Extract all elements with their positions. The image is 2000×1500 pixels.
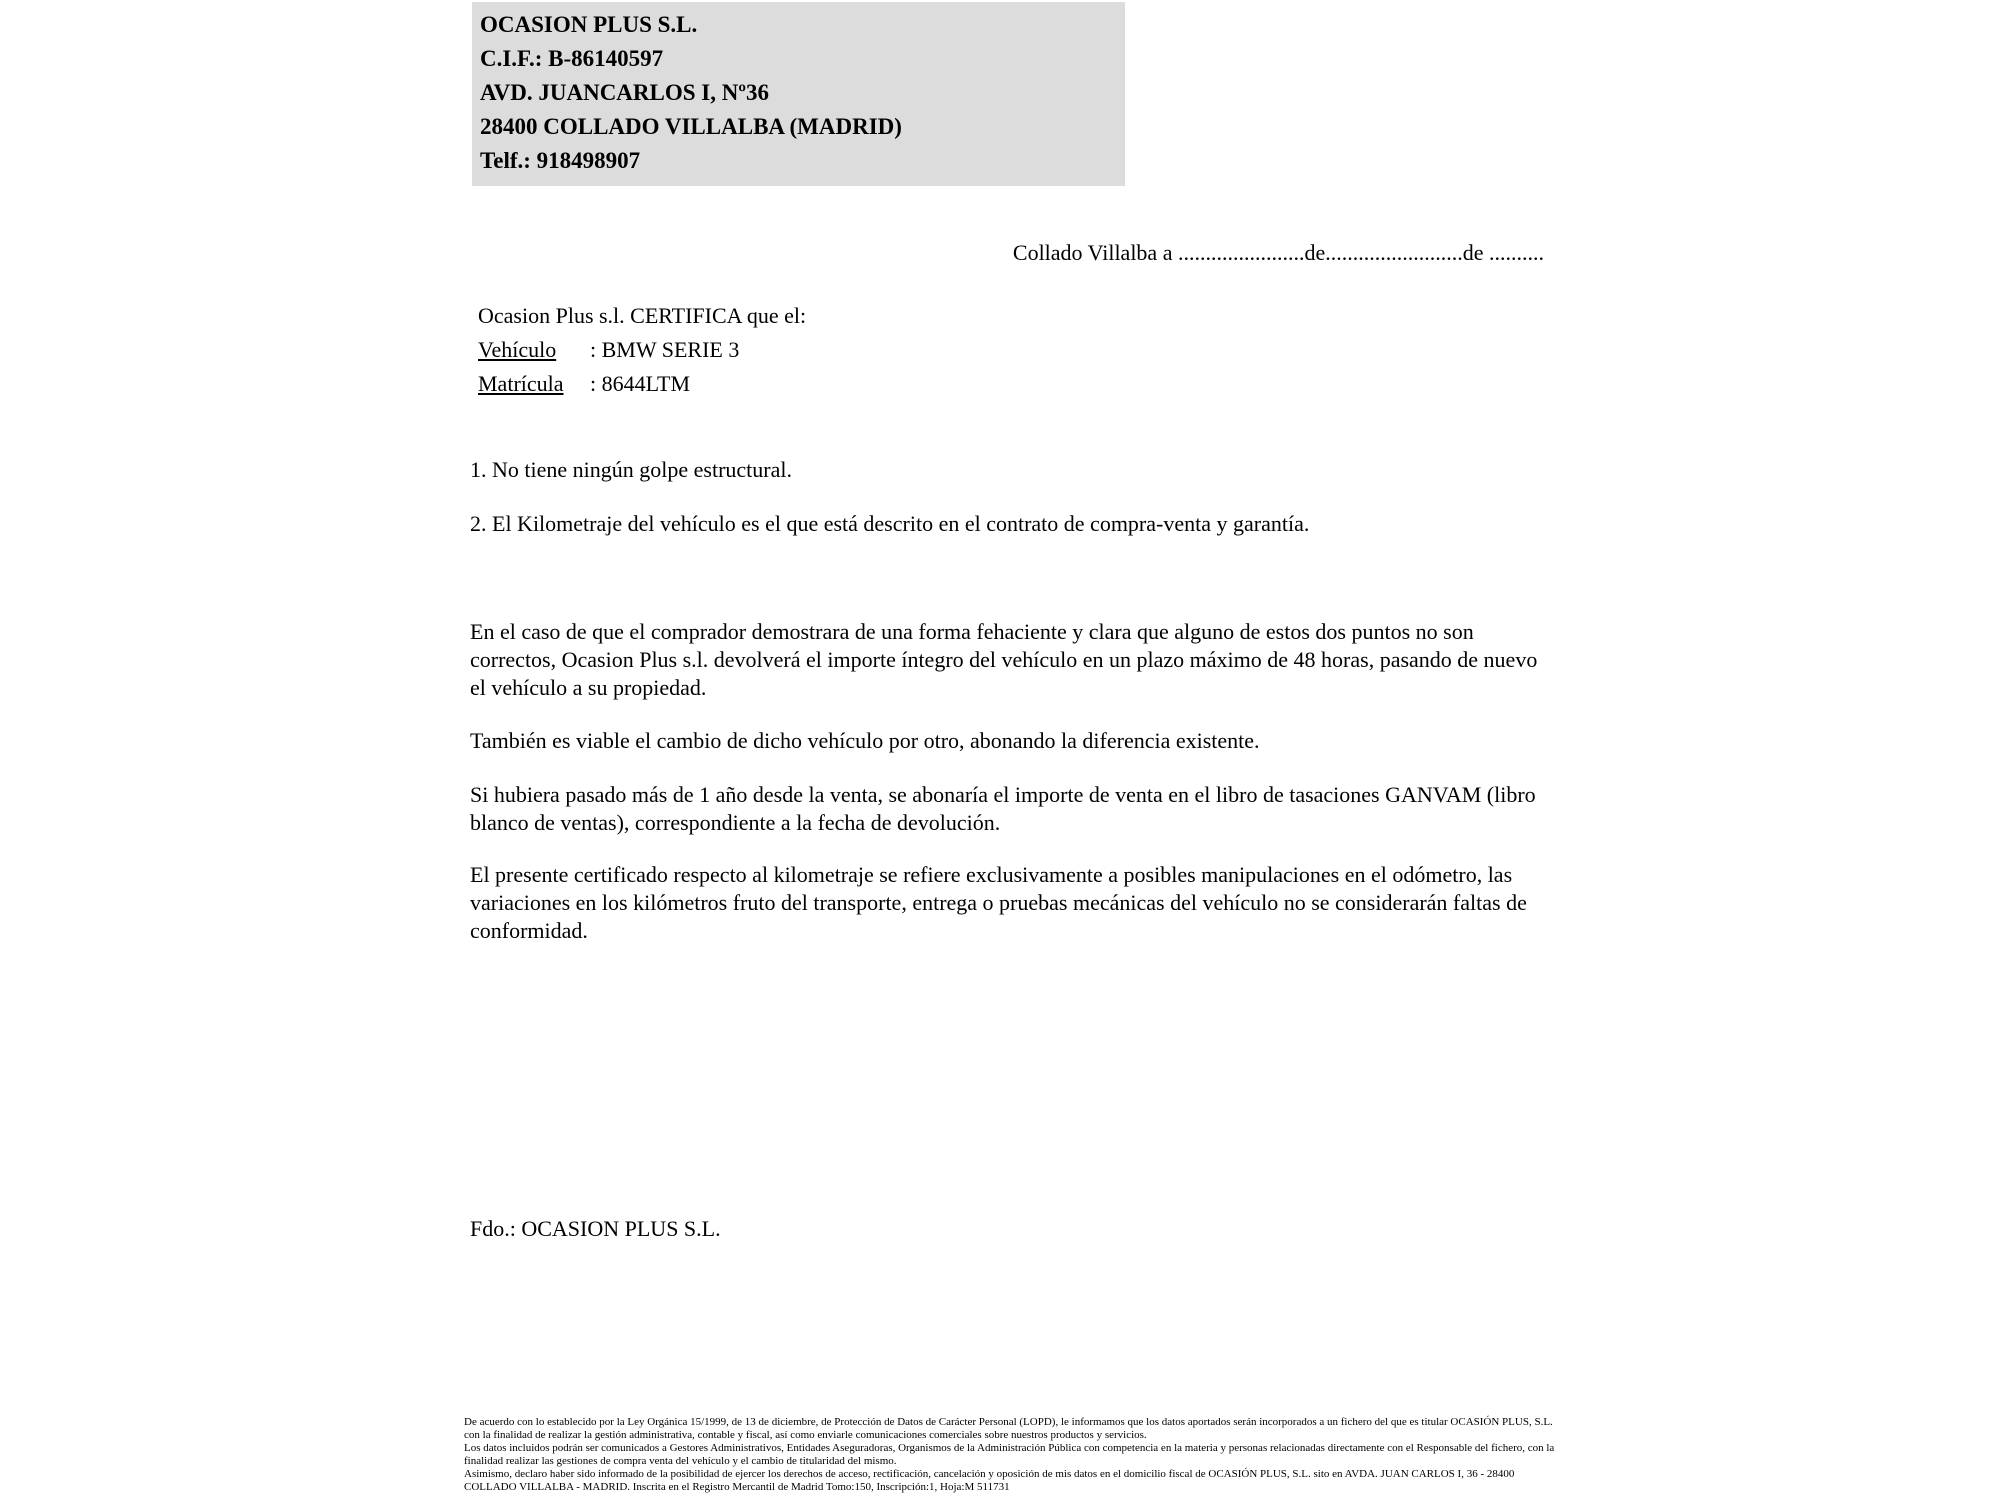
vehicle-label: Vehículo (478, 337, 557, 362)
company-name: OCASION PLUS S.L. (480, 12, 698, 37)
certified-point-1: 1. No tiene ningún golpe estructural. (470, 457, 792, 482)
body-paragraph-refund: En el caso de que el comprador demostrara de una forma fehaciente y clara que alguno de estos dos puntos no son correctos, Ocasion Plus s.l. devolverá el importe íntegro del vehículo en un plazo máximo de 48 horas, pasando de nuevo el vehículo a su propiedad. (470, 619, 1538, 700)
vehicle-row (478, 337, 739, 363)
plate-value: : 8644LTM (590, 371, 691, 396)
vehicle-value: : BMW SERIE 3 (590, 337, 740, 362)
company-phone: Telf.: 918498907 (480, 148, 641, 173)
signature-line: Fdo.: OCASION PLUS S.L. (470, 1216, 721, 1241)
company-header-block (472, 2, 1125, 186)
company-city: 28400 COLLADO VILLALBA (MADRID) (480, 114, 902, 139)
plate-row (478, 371, 690, 397)
plate-label: Matrícula (478, 371, 564, 396)
legal-notice-paragraph-2: Los datos incluidos podrán ser comunicados a Gestores Administrativos, Entidades Aseguradoras, Organismos de la Administración Pública con competencia en la materia y personas relacionadas directamente con el Responsable del fichero, con la finalidad realizar las gestiones de compra venta del vehículo y el cambio de titularidad del mismo. (464, 1442, 1555, 1467)
company-cif: C.I.F.: B-86140597 (480, 46, 664, 71)
legal-notice-block (464, 1416, 1556, 1494)
legal-notice-paragraph-3: Asimismo, declaro haber sido informado de la posibilidad de ejercer los derechos de acceso, rectificación, cancelación y oposición de mis datos en el domicilio fiscal de OCASIÓN PLUS, S.L. sito en AVDA. JUAN CARLOS I, 36 - 28400 COLLADO VILLALBA - MADRID. Inscrita en el Registro Mercantil de Madrid Tomo:150, Inscripción:1, Hoja:M 511731 (464, 1468, 1515, 1493)
body-paragraph-odometer: El presente certificado respecto al kilometraje se refiere exclusivamente a posibles manipulaciones en el odómetro, las variaciones en los kilómetros fruto del transporte, entrega o pruebas mecánicas del vehículo no se considerarán faltas de conformidad. (470, 862, 1527, 943)
date-line: Collado Villalba a .......................de.........................de .......... (1012, 240, 1544, 265)
certification-intro: Ocasion Plus s.l. CERTIFICA que el: (478, 303, 807, 328)
company-address: AVD. JUANCARLOS I, Nº36 (480, 80, 769, 105)
body-paragraph-ganvam: Si hubiera pasado más de 1 año desde la venta, se abonaría el importe de venta en el libro de tasaciones GANVAM (libro blanco de ventas), correspondiente a la fecha de devolución. (470, 782, 1536, 835)
certified-point-2: 2. El Kilometraje del vehículo es el que está descrito en el contrato de compra-venta y garantía. (470, 511, 1310, 536)
legal-notice-paragraph-1: De acuerdo con lo establecido por la Ley Orgánica 15/1999, de 13 de diciembre, de Protección de Datos de Carácter Personal (LOPD), le informamos que los datos aportados serán incorporados a un fichero del que es titular OCASIÓN PLUS, S.L. con la finalidad de realizar la gestión administrativa, contable y fiscal, así como enviarle comunicaciones comerciales sobre nuestros productos y servicios. (464, 1416, 1553, 1441)
body-paragraph-exchange: También es viable el cambio de dicho vehículo por otro, abonando la diferencia existente. (470, 728, 1260, 753)
